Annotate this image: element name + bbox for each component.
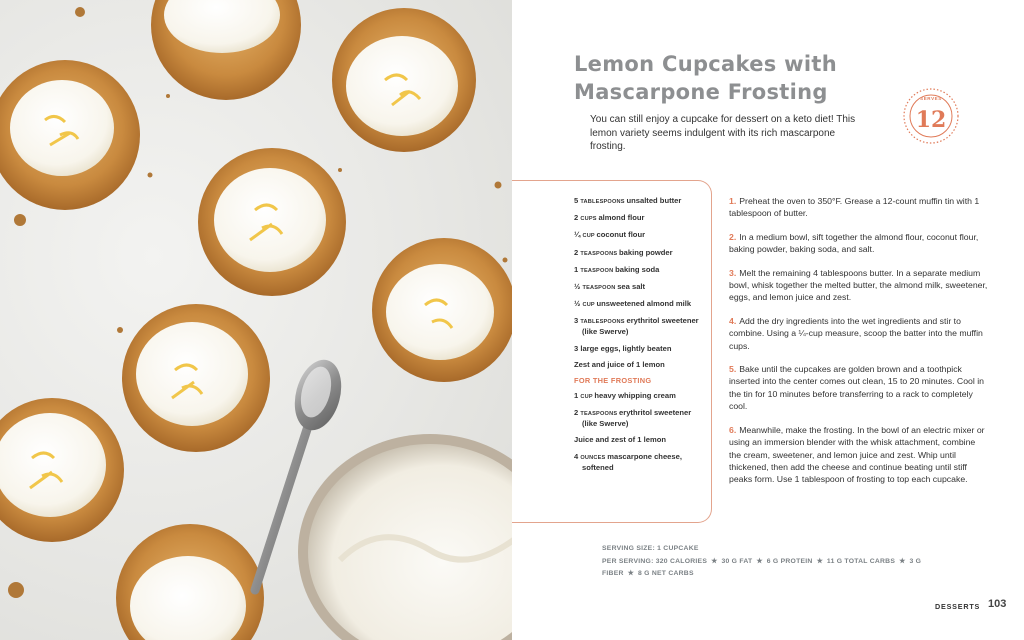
step-number: 4. (729, 315, 737, 326)
ingredient-item (574, 408, 704, 429)
method-step (729, 363, 989, 413)
ingredient-item (574, 230, 704, 241)
ingredient-item (574, 344, 704, 354)
star-separator-icon: ★ (711, 557, 718, 565)
ingredient-qty: ½ (574, 281, 583, 291)
ingredient-qty: 5 (574, 196, 581, 205)
method-step (729, 267, 989, 304)
ingredient-qty: ½ (574, 299, 583, 309)
ingredients-list (574, 196, 704, 479)
ingredient-item (574, 360, 704, 370)
cupcake (372, 238, 512, 382)
footer-section-name: DESSERTS (935, 602, 981, 611)
step-text: Preheat the oven to 350°F. Grease a 12-count muffin tin with 1 tablespoon of butter. (729, 196, 980, 219)
ingredient-text: Juice and zest of 1 lemon (574, 435, 666, 445)
serves-count: 12 (915, 107, 947, 133)
ingredient-qty: 2 (574, 247, 581, 257)
ingredient-qty: 2 (574, 408, 581, 418)
ingredient-unit: CUPS (580, 216, 599, 223)
ingredient-unit: TABLESPOONS (580, 199, 627, 205)
ingredient-text: unsweetened almond milk (596, 299, 692, 309)
step-number: 6. (729, 424, 737, 435)
ingredient-text: erythritol sweetener (like Swerve) (582, 408, 692, 429)
star-separator-icon: ★ (816, 557, 823, 565)
cupcake (0, 60, 140, 210)
frosting-bowl (298, 434, 512, 640)
cupcake (198, 148, 346, 296)
method-steps (729, 195, 989, 497)
ingredient-item (574, 435, 704, 445)
nutrition-fact: 11 G TOTAL CARBS (826, 557, 896, 565)
ingredient-qty: 3 (574, 316, 581, 326)
ingredient-qty: 4 (574, 451, 581, 461)
step-text: Melt the remaining 4 tablespoons butter. In a separate medium bowl, whisk together the melted butter, the almond milk, sweetener, eggs, and lemon juice and zest. (729, 267, 988, 303)
ingredient-item (574, 282, 704, 293)
nutrition-fact: 6 G PROTEIN (766, 557, 813, 565)
cupcake (332, 8, 476, 152)
nutrition-fact: 30 G FAT (721, 557, 753, 565)
ingredient-qty: 2 (574, 213, 581, 223)
ingredient-item (574, 452, 704, 473)
serves-badge (900, 85, 962, 147)
ingredient-text: unsalted butter (626, 196, 682, 205)
ingredient-qty: ¼ (574, 230, 583, 240)
ingredient-text: baking soda (615, 264, 660, 274)
cupcake (0, 398, 124, 542)
ingredient-item (574, 196, 704, 207)
ingredient-item (574, 316, 704, 337)
serves-label: SERVES (920, 96, 942, 101)
ingredient-text: coconut flour (596, 230, 646, 240)
ingredient-item (574, 213, 704, 224)
ingredient-text: almond flour (598, 213, 645, 223)
recipe-page (512, 0, 1024, 640)
step-text: Bake until the cupcakes are golden brown and a toothpick inserted into the center comes out clean, 15 to 20 minutes. Cool in the tin for 10 minutes before transferring to a rack to completely cool. (729, 364, 984, 412)
step-text: In a medium bowl, sift together the almond flour, coconut flour, baking powder, baking soda, and salt. (729, 231, 979, 255)
nutrition-fact: 3 G FIBER (602, 557, 922, 578)
method-step (729, 424, 989, 486)
ingredient-unit: OUNCES (580, 454, 608, 461)
ingredient-text: large eggs, lightly beaten (580, 343, 672, 353)
ingredient-unit: CUP (582, 233, 597, 240)
step-text: Meanwhile, make the frosting. In the bowl of an electric mixer or using an immersion blender with the whisk attachment, combine the cream, sweetener, and lemon juice and zest. Whip until thickened, then add the cheese and continue beating until stiff peaks form. Use 1 tablespoon of frosting to top each cupcake. (729, 424, 985, 485)
ingredient-unit: TEASPOONS (580, 250, 620, 257)
nutrition-info (602, 543, 942, 581)
ingredient-text: sea salt (617, 281, 646, 291)
ingredient-text: baking powder (619, 247, 673, 257)
recipe-intro: You can still enjoy a cupcake for dessert on a keto diet! This lemon variety seems indulgent with its rich mascarpone frosting. (590, 114, 856, 152)
ingredient-qty: 1 (574, 391, 581, 401)
step-number: 2. (729, 231, 737, 242)
step-number: 3. (729, 267, 737, 278)
ingredient-unit: CUP (580, 394, 595, 401)
serving-size: SERVING SIZE: 1 CUPCAKE (602, 545, 699, 552)
star-separator-icon: ★ (756, 557, 763, 565)
nutrition-fact: 320 CALORIES (655, 557, 708, 565)
frosting-heading: FOR THE FROSTING (574, 375, 652, 385)
cupcake (151, 0, 301, 100)
ingredient-unit: TEASPOON (582, 284, 618, 291)
ingredient-item (574, 265, 704, 276)
per-serving-facts (602, 556, 942, 581)
ingredient-unit: TEASPOONS (580, 411, 620, 418)
ingredient-item (574, 248, 704, 259)
ingredient-text: erythritol sweetener (like Swerve) (582, 316, 699, 337)
ingredient-qty: 3 (574, 343, 581, 353)
method-step (729, 315, 989, 352)
ingredient-text: Zest and juice of 1 lemon (574, 359, 665, 369)
ingredient-unit: CUP (582, 302, 597, 309)
ingredient-unit: TABLESPOONS (580, 319, 627, 326)
ingredient-text: mascarpone cheese, softened (582, 451, 682, 472)
method-step (729, 195, 989, 220)
page-number: 103 (988, 598, 1007, 610)
per-serving-label: PER SERVING: (602, 557, 656, 565)
ingredient-item (574, 391, 704, 402)
ingredient-qty: 1 (574, 264, 581, 274)
step-text: Add the dry ingredients into the wet ingredients and stir to combine. Using a ¼-cup measure, scoop the batter into the muffin cups. (729, 315, 983, 351)
cupcake (122, 304, 270, 452)
ingredient-text: heavy whipping cream (594, 391, 676, 401)
star-separator-icon: ★ (627, 570, 634, 578)
step-number: 1. (729, 196, 737, 206)
cupcake (116, 524, 264, 640)
ingredient-unit: TEASPOON (580, 267, 616, 274)
star-separator-icon: ★ (899, 557, 906, 565)
ingredient-item (574, 299, 704, 310)
method-step (729, 231, 989, 256)
nutrition-fact: 8 G NET CARBS (638, 570, 694, 578)
step-number: 5. (729, 364, 737, 375)
recipe-title: Lemon Cupcakes with Mascarpone Frosting (574, 52, 837, 104)
